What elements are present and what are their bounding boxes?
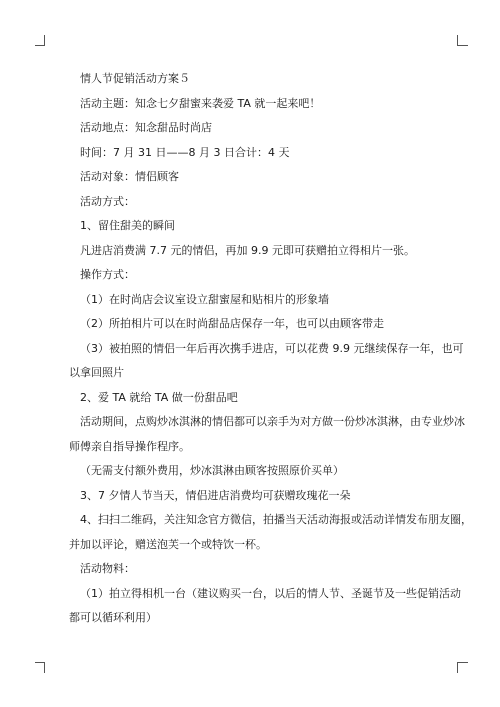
section-2-body-continued: 师傅亲自指导操作程序。: [69, 439, 190, 453]
crop-mark-top-left: [35, 35, 45, 46]
operation-item-3: （3）被拍照的情侣一年后再次携手进店，可以花费 9.9 元继续保存一年，也可: [80, 341, 464, 355]
activity-target: 活动对象：情侣顾客: [80, 170, 179, 183]
section-1-heading: 1、留住甜美的瞬间: [80, 219, 175, 232]
activity-theme: 活动主题：知念七夕甜蜜来袭爱 TA 就一起来吧！: [80, 96, 321, 110]
operation-item-2: （2）所拍相片可以在时尚甜品店保存一年，也可以由顾客带走: [80, 317, 384, 330]
operation-item-3-continued: 以拿回照片: [69, 366, 124, 379]
section-4-continued: 并加以评论，赠送泡芙一个或特饮一杯。: [69, 537, 267, 551]
activity-method-heading: 活动方式：: [80, 194, 135, 208]
section-2-heading: 2、爱 TA 就给 TA 做一份甜品吧: [80, 390, 238, 404]
section-4-heading: 4、扫扫二维码，关注知念官方微信，拍播当天活动海报或活动详情发布朋友圈，: [80, 513, 472, 526]
section-2-body: 活动期间，点购炒冰淇淋的情侣都可以亲手为对方做一份炒冰淇淋，由专业炒冰: [80, 415, 465, 428]
section-3-heading: 3、7 夕情人节当天，情侣进店消费均可获赠玫瑰花一朵: [80, 488, 351, 502]
section-1-body: 凡进店消费满 7.7 元的情侣，再加 9.9 元即可获赠拍立得相片一张。: [80, 243, 415, 257]
document-title: 情人节促销活动方案５: [80, 72, 190, 85]
materials-item-1-continued: 都可以循环利用）: [69, 611, 157, 624]
section-2-note: （无需支付额外费用，炒冰淇淋由顾客按照原价买单）: [80, 464, 344, 477]
activity-location: 活动地点：知念甜品时尚店: [80, 121, 212, 134]
activity-time: 时间：7 月 31 日——8 月 3 日合计：4 天: [80, 145, 290, 159]
crop-mark-top-right: [457, 35, 468, 46]
operation-item-1: （1）在时尚店会议室设立甜蜜屋和贴相片的形象墙: [80, 292, 329, 306]
materials-heading: 活动物料：: [80, 562, 135, 575]
operation-heading: 操作方式：: [80, 268, 135, 281]
materials-item-1: （1）拍立得相机一台（建议购买一台，以后的情人节、圣诞节及一些促销活动: [80, 586, 461, 600]
crop-mark-bottom-right: [457, 662, 468, 673]
crop-mark-bottom-left: [35, 662, 45, 673]
document-body: [69, 67, 472, 631]
